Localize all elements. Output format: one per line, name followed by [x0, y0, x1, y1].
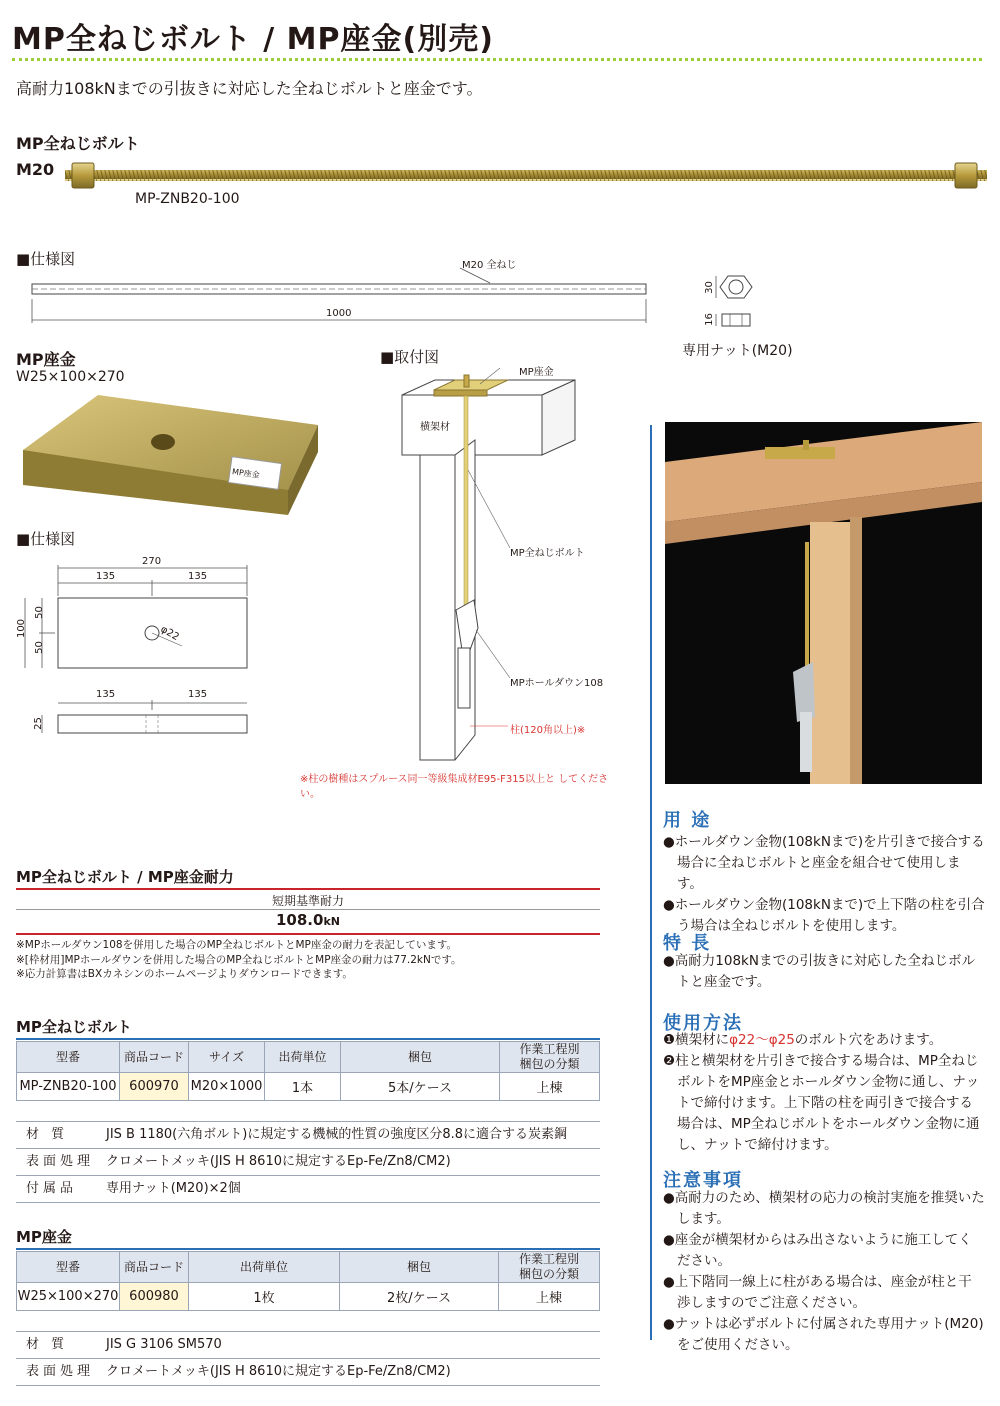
- strength-note: ※応力計算書はBXカネシンのホームページよりダウンロードできます。: [16, 968, 353, 980]
- material-key: 付属品: [26, 1181, 78, 1196]
- strength-heading: MP全ねじボルト / MP座金耐力: [16, 868, 234, 886]
- bolt-spec-table: [16, 1041, 600, 1101]
- col-code: 商品コード: [120, 1042, 189, 1073]
- washer-photo: [18, 390, 323, 525]
- strength-note: ※MPホールダウン108を併用した場合のMP全ねじボルトとMP座金の耐力を表記しています。: [16, 939, 458, 951]
- strength-top-rule: [16, 888, 600, 890]
- washer-table-heading: MP座金: [16, 1228, 72, 1246]
- mount-callout-bolt: MP全ねじボルト: [510, 548, 585, 559]
- caution-item: ●ナットは必ずボルトに付属された専用ナット(M20)をご使用ください。: [663, 1316, 984, 1353]
- strength-col-label: 短期基準耐力: [271, 894, 344, 908]
- table-row: [17, 1283, 600, 1311]
- washer-side-b: 135: [188, 689, 208, 700]
- col-process-line1: 作業工程別: [518, 1252, 579, 1266]
- cell-model: W25×100×270: [17, 1283, 120, 1311]
- col-process: [499, 1252, 600, 1283]
- material-value: JIS B 1180(六角ボルト)に規定する機械的性質の強度区分8.8に適合する炭素鋼: [106, 1127, 568, 1142]
- col-packing: 梱包: [341, 1042, 500, 1073]
- washer-hole-dim: φ22: [158, 623, 181, 644]
- bolt-model: MP-ZNB20-100: [135, 191, 240, 207]
- strength-note: ※[枠材用]MPホールダウンを併用した場合のMP全ねじボルトとMP座金の耐力は77.2kNです。: [16, 953, 462, 966]
- washer-dim-h-a: 50: [33, 606, 45, 619]
- method-item-1: [663, 1030, 985, 1051]
- right-column-divider: [650, 425, 652, 1340]
- bolt-table-rule: [16, 1038, 600, 1040]
- bolt-heading: MP全ねじボルト: [16, 134, 140, 153]
- feature-list: [663, 951, 985, 993]
- washer-dim-total: 270: [142, 556, 162, 567]
- cell-process: 上棟: [500, 1073, 600, 1101]
- col-packing: 梱包: [340, 1252, 499, 1283]
- strength-unit: kN: [323, 915, 340, 928]
- lead-text: 高耐力108kNまでの引抜きに対応した全ねじボルトと座金です。: [16, 79, 483, 98]
- cell-packing: 2枚/ケース: [340, 1283, 499, 1311]
- table-row: [17, 1073, 600, 1101]
- washer-surface-row: [16, 1359, 600, 1386]
- bolt-surface-row: [16, 1149, 600, 1176]
- usage-item: ●ホールダウン金物(108kNまで)で上下階の柱を引合う場合は全ねじボルトを使用します。: [663, 897, 985, 934]
- cell-code: 600980: [120, 1283, 189, 1311]
- method-1-post: のボルト穴をあけます。: [794, 1032, 943, 1048]
- cell-process: 上棟: [499, 1283, 600, 1311]
- col-model: 型番: [17, 1252, 120, 1283]
- col-code: 商品コード: [120, 1252, 189, 1283]
- mount-note: ※柱の樹種はスプルース同一等級集成材E95-F315以上と してください。: [300, 774, 609, 800]
- mount-callout-holddown: MPホールダウン108: [510, 678, 604, 689]
- cell-unit: 1本: [265, 1073, 341, 1101]
- washer-dim-h-total: 100: [16, 618, 28, 639]
- washer-table-rule: [16, 1248, 600, 1250]
- feature-item: ●高耐力108kNまでの引抜きに対応した全ねじボルトと座金です。: [663, 953, 975, 990]
- col-process: [500, 1042, 600, 1073]
- material-value: JIS G 3106 SM570: [106, 1337, 222, 1352]
- method-1-hole-size: φ22〜φ25: [729, 1032, 795, 1048]
- installation-photo: [665, 422, 982, 784]
- washer-size: W25×100×270: [16, 369, 125, 385]
- nut-dim-16: 16: [703, 313, 715, 326]
- col-process-line2: 梱包の分類: [519, 1057, 580, 1071]
- caution-item: ●上下階同一線上に柱がある場合は、座金が柱と干渉しますのでご注意ください。: [663, 1274, 972, 1311]
- cell-unit: 1枚: [189, 1283, 340, 1311]
- material-key: 表面処理: [26, 1154, 95, 1169]
- method-list: [663, 1030, 985, 1156]
- col-process-line1: 作業工程別: [519, 1042, 580, 1056]
- caution-item: ●高耐力のため、横架材の応力の検討実施を推奨いたします。: [663, 1190, 985, 1227]
- cell-model: MP-ZNB20-100: [17, 1073, 120, 1101]
- material-key: 材 質: [26, 1127, 69, 1142]
- material-key: 材 質: [26, 1337, 69, 1352]
- col-unit: 出荷単位: [189, 1252, 340, 1283]
- washer-spec-drawing: [15, 560, 260, 740]
- mount-callout-washer: MP座金: [519, 367, 554, 378]
- page-title: MP全ねじボルト / MP座金(別売): [12, 22, 494, 57]
- washer-material-row: [16, 1332, 600, 1359]
- caution-item: ●座金が横架材からはみ出さないように施工してください。: [663, 1232, 972, 1269]
- title-divider: [12, 58, 982, 61]
- washer-spec-label: ■仕様図: [16, 530, 76, 548]
- bolt-table-heading: MP全ねじボルト: [16, 1018, 132, 1036]
- strength-mid-rule: [16, 909, 600, 910]
- strength-bottom-rule: [16, 933, 600, 935]
- washer-side-a: 135: [96, 689, 116, 700]
- method-1-pre: ❶横架材に: [663, 1032, 730, 1048]
- washer-heading: MP座金: [16, 350, 76, 369]
- bolt-accessory-row: [16, 1176, 600, 1203]
- usage-heading: 用 途: [663, 810, 712, 831]
- bolt-photo: [60, 155, 995, 195]
- nut-caption: 専用ナット(M20): [682, 343, 793, 359]
- col-process-line2: 梱包の分類: [518, 1267, 579, 1281]
- washer-spec-table: [16, 1251, 600, 1311]
- usage-list: [663, 832, 985, 937]
- strength-notes: [16, 938, 616, 982]
- mount-callout-beam: 横架材: [420, 422, 450, 433]
- washer-dim-half-b: 135: [188, 571, 208, 582]
- usage-item: ●ホールダウン金物(108kNまで)を片引きで接合する場合に全ねじボルトと座金を組合せて使用します。: [663, 834, 985, 892]
- col-model: 型番: [17, 1042, 120, 1073]
- bolt-length-dim: 1000: [326, 308, 352, 319]
- washer-tag: MP座金: [231, 467, 261, 480]
- material-value: 専用ナット(M20)×2個: [106, 1181, 241, 1196]
- bolt-size: M20: [16, 160, 55, 179]
- cell-size: M20×1000: [189, 1073, 265, 1101]
- strength-value: 108.0: [276, 911, 324, 929]
- washer-thickness: 25: [32, 717, 44, 730]
- col-size: サイズ: [189, 1042, 265, 1073]
- mount-callout-column: 柱(120角以上)※: [510, 725, 586, 736]
- material-value: クロメートメッキ(JIS H 8610に規定するEp-Fe/Zn8/CM2): [106, 1154, 451, 1169]
- mount-label: ■取付図: [380, 348, 440, 366]
- feature-heading: 特 長: [663, 933, 712, 954]
- bolt-spec-label: ■仕様図: [16, 250, 76, 268]
- washer-dim-half-a: 135: [96, 571, 116, 582]
- method-heading: 使用方法: [663, 1013, 743, 1034]
- cell-packing: 5本/ケース: [341, 1073, 500, 1101]
- bolt-thread-dim: M20 全ねじ: [462, 260, 517, 271]
- bolt-material-row: [16, 1122, 600, 1149]
- method-item-2: ❷柱と横架材を片引きで接合する場合は、MP全ねじボルトをMP座金とホールダウン金物に通し、ナットで締付けます。上下階の柱を両引きで接合する場合は、MP全ねじボルトをホールダウン金物に通し、ナットで締付けます。: [663, 1053, 980, 1153]
- caution-list: [663, 1188, 985, 1356]
- material-key: 表面処理: [26, 1364, 95, 1379]
- washer-dim-h-b: 50: [33, 641, 45, 654]
- material-value: クロメートメッキ(JIS H 8610に規定するEp-Fe/Zn8/CM2): [106, 1364, 451, 1379]
- caution-heading: 注意事項: [663, 1170, 743, 1191]
- strength-value-row: [16, 911, 600, 929]
- cell-code: 600970: [120, 1073, 189, 1101]
- nut-dim-30: 30: [703, 281, 715, 294]
- col-unit: 出荷単位: [265, 1042, 341, 1073]
